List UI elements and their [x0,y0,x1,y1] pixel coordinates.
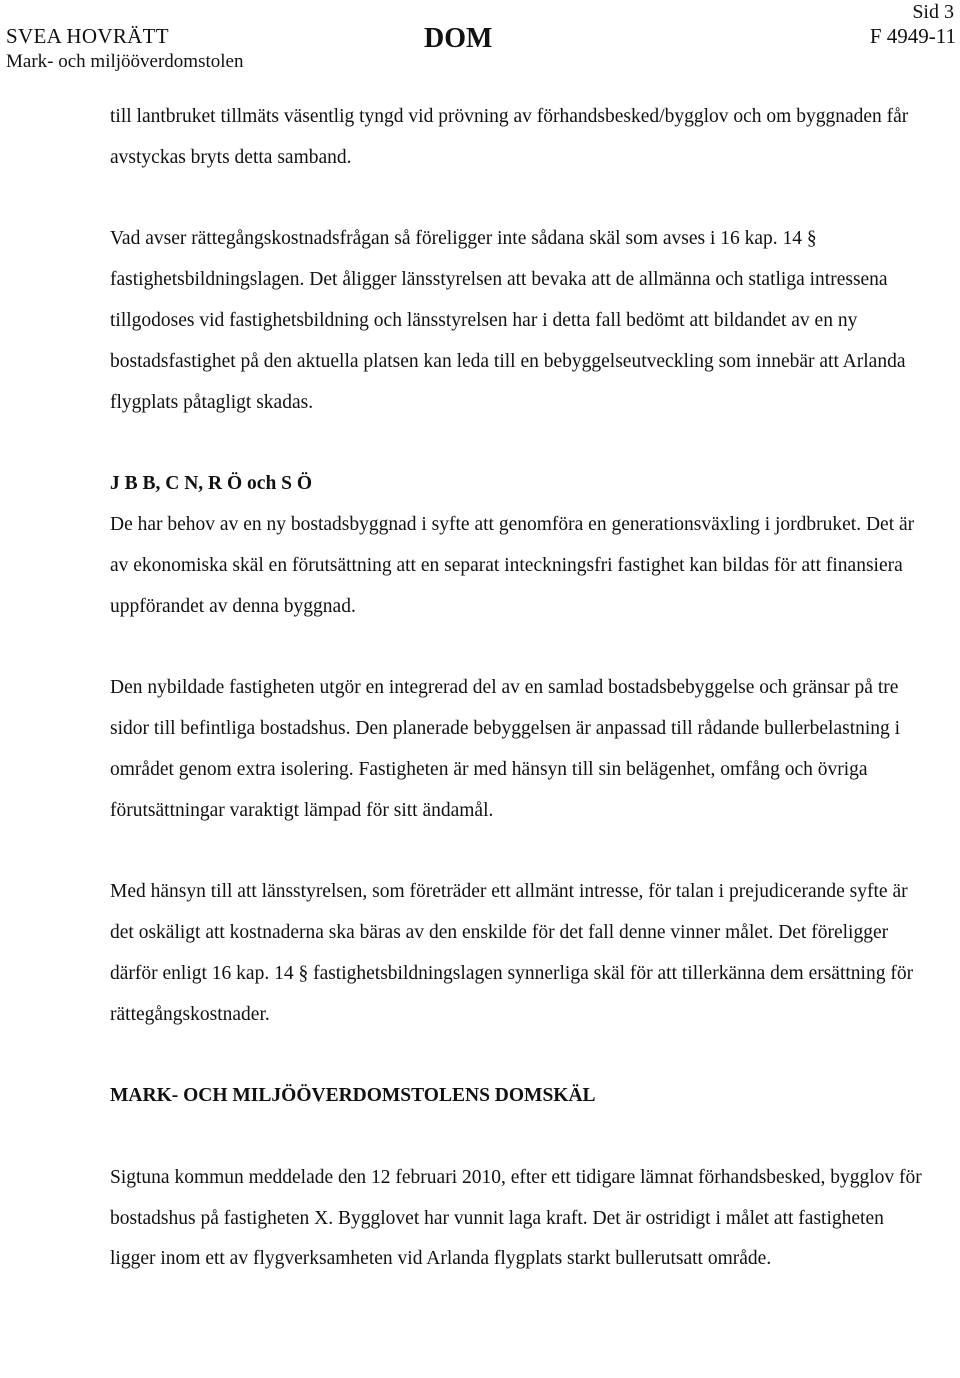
party-section [110,464,930,627]
case-number: F 4949-11 [869,24,956,48]
paragraph: Den nybildade fastigheten utgör en integrerad del av en samlad bostadsbebyggelse och gränsar på tre sidor till befintliga bostadshus. Den planerade bebyggelsen är anpassad till rådande bullerbelastning i området genom extra isolering. Fastigheten är med hänsyn till sin belägenhet, omfång och övriga förutsättningar varaktigt lämpad för sitt ändamål. [110,677,901,821]
section-heading: MARK- OCH MILJÖÖVERDOMSTOLENS DOMSKÄL [110,1085,596,1107]
page-number: Sid 3 [912,1,954,23]
paragraph: Med hänsyn till att länsstyrelsen, som företräder ett allmänt intresse, för talan i prejudicerande syfte är det oskäligt att kostnaderna ska bäras av den enskilde för det fall denne vinner målet. Det föreligger därför enligt 16 kap. 14 § fastighetsbildningslagen synnerliga skäl för att tillerkänna dem ersättning för rättegångskostnader. [110,881,914,1025]
court-name: SVEA HOVRÄTT [6,24,169,48]
court-division: Mark- och miljööverdomstolen [6,51,244,72]
paragraph: De har behov av en ny bostadsbyggnad i syfte att genomföra en generationsväxling i jordbruket. Det är av ekonomiska skäl en förutsättning att en separat inteckningsfri fastighet kan bildas för att finansiera uppförandet av denna byggnad. [110,513,915,617]
document-body [110,97,930,1321]
party-heading: J B B, C N, R Ö och S Ö [110,473,313,495]
court-header [6,24,243,74]
paragraph: Vad avser rättegångskostnadsfrågan så föreligger inte sådana skäl som avses i 16 kap. 14 § fastighetsbildningslagen. Det åligger länsstyrelsen att bevaka att de allmänna och statliga intressena tillgodoses vid fastighetsbildning och länsstyrelsen har i detta fall bedömt att bildandet av en ny bostadsfastighet på den aktuella platsen kan leda till en bebyggelseutveckling som innebär att Arlanda flygplats påtagligt skadas. [110,228,906,413]
document-type: DOM [424,23,493,54]
paragraph: till lantbruket tillmäts väsentlig tyngd vid prövning av förhandsbesked/bygglov och om byggnaden får avstyckas bryts detta samband. [110,106,909,168]
paragraph: Sigtuna kommun meddelade den 12 februari 2010, efter ett tidigare lämnat förhandsbesked, bygglov för bostadshus på fastigheten X. Bygglovet har vunnit laga kraft. Det är ostridigt i målet att fastigheten ligger inom ett av flygverksamheten vid Arlanda flygplats starkt bullerutsatt område. [110,1166,922,1270]
